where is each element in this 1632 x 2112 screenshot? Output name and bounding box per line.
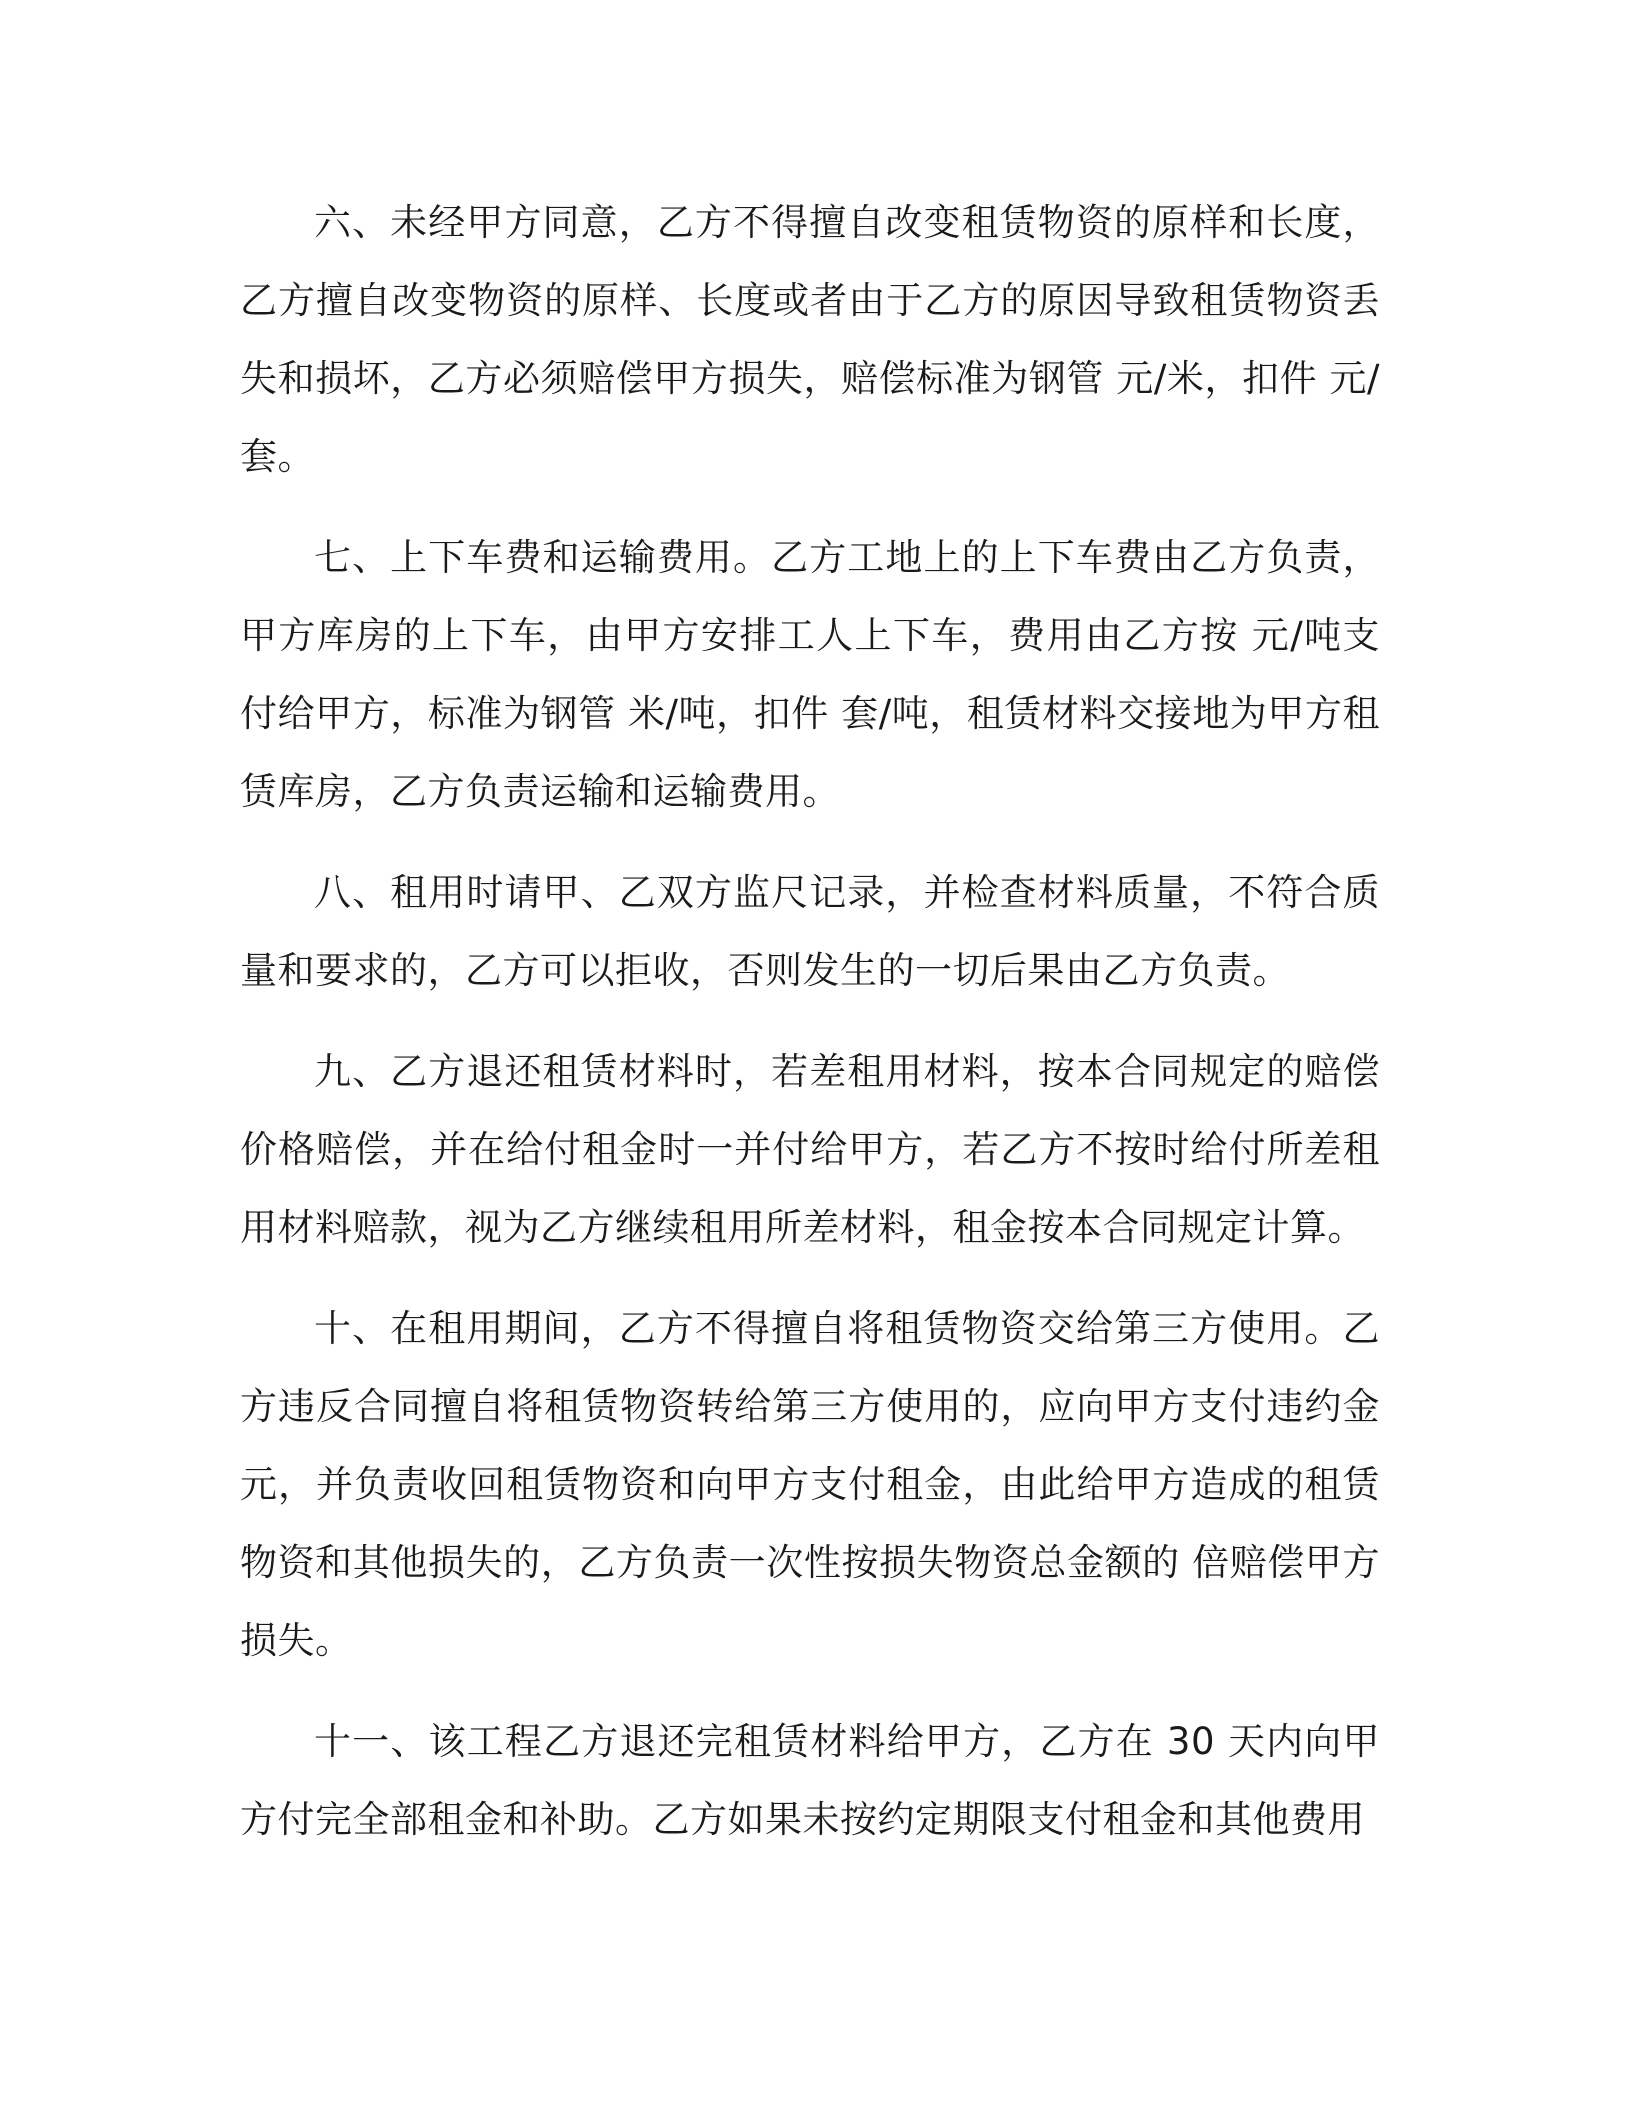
- clause-6-paragraph: 六、未经甲方同意，乙方不得擅自改变租赁物资的原样和长度，乙方擅自改变物资的原样、长度或者由于乙方的原因导致租赁物资丢失和损坏，乙方必须赔偿甲方损失，赔偿标准为钢管 元/米，扣件 元/套。: [240, 201, 1380, 478]
- clause-10-paragraph: 十、在租用期间，乙方不得擅自将租赁物资交给第三方使用。乙方违反合同擅自将租赁物资转给第三方使用的，应向甲方支付违约金 元，并负责收回租赁物资和向甲方支付租金，由此给甲方造成的租赁物资和其他损失的，乙方负责一次性按损失物资总金额的 倍赔偿甲方损失。: [240, 1307, 1380, 1662]
- clause-9-paragraph: 九、乙方退还租赁材料时，若差租用材料，按本合同规定的赔偿价格赔偿，并在给付租金时一并付给甲方，若乙方不按时给付所差租用材料赔款，视为乙方继续租用所差材料，租金按本合同规定计算。: [240, 1050, 1380, 1249]
- clause-8-paragraph: 八、租用时请甲、乙双方监尺记录，并检查材料质量，不符合质量和要求的，乙方可以拒收，否则发生的一切后果由乙方负责。: [240, 871, 1380, 992]
- document-body: [240, 184, 1380, 1882]
- clause-7-paragraph: 七、上下车费和运输费用。乙方工地上的上下车费由乙方负责，甲方库房的上下车，由甲方安排工人上下车，费用由乙方按 元/吨支付给甲方，标准为钢管 米/吨，扣件 套/吨，租赁材料交接地为甲方租赁库房，乙方负责运输和运输费用。: [240, 536, 1380, 813]
- clause-11-paragraph: 十一、该工程乙方退还完租赁材料给甲方，乙方在 30 天内向甲方付完全部租金和补助。乙方如果未按约定期限支付租金和其他费用: [240, 1720, 1380, 1841]
